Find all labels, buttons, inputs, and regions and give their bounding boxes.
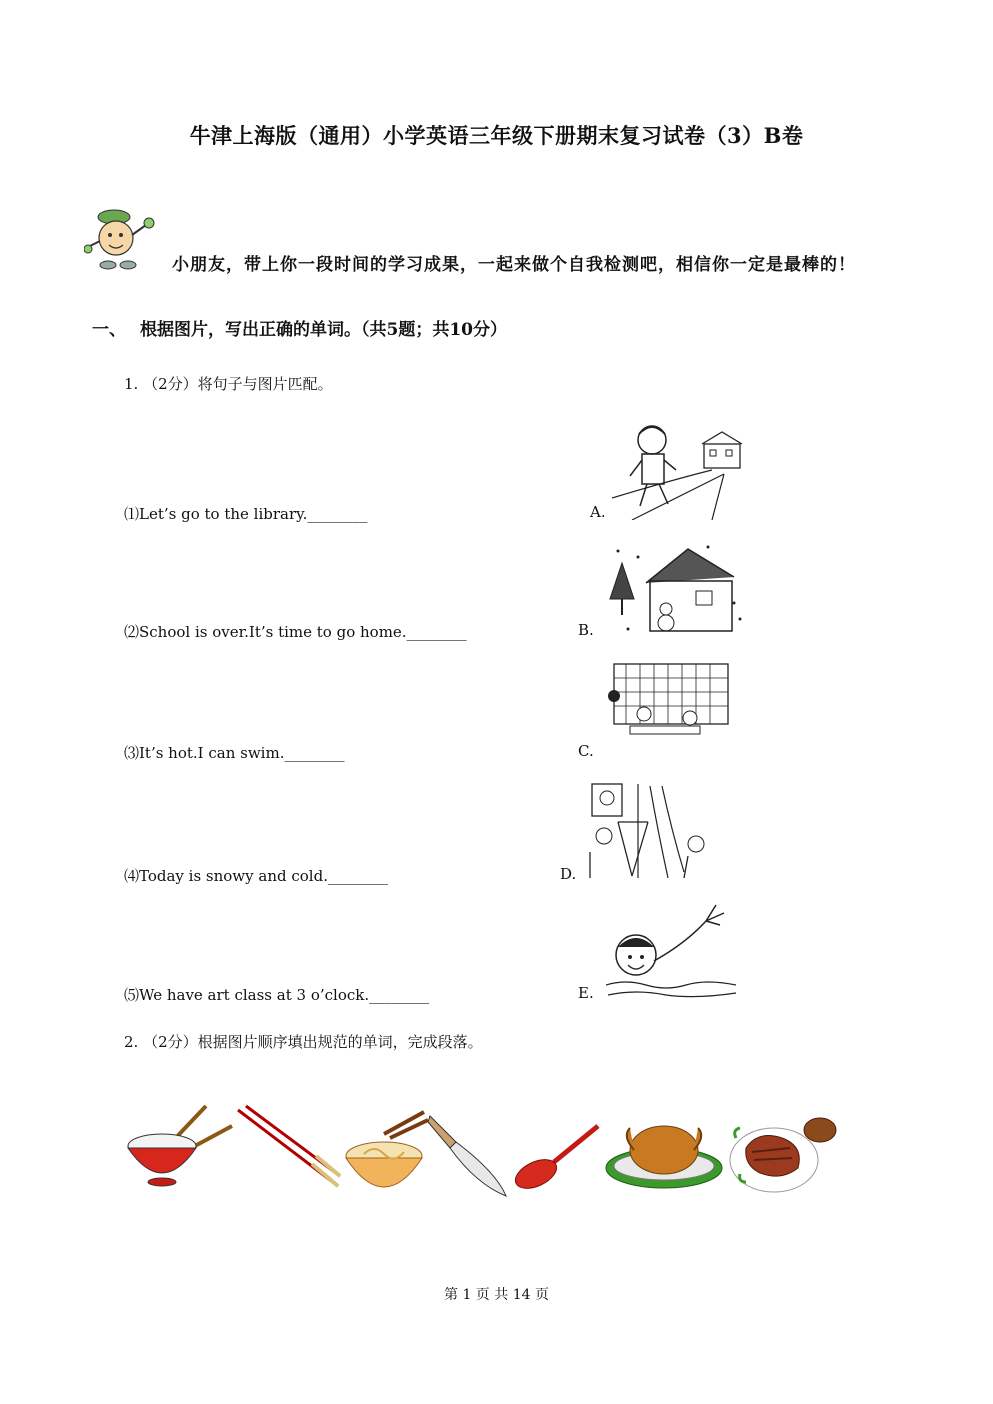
picture-chopsticks [234, 1102, 342, 1194]
mascot-illustration [84, 205, 164, 275]
picture-spoon [514, 1122, 600, 1194]
option-letter-e: E. [578, 984, 594, 1002]
section-title: 根据图片，写出正确的单词。（共5题；共10分） [140, 320, 507, 340]
option-letter-b: B. [578, 621, 594, 639]
match-item-1: ⑴Let’s go to the library.________ [124, 505, 368, 523]
option-letter-c: C. [578, 742, 594, 760]
picture-noodles [344, 1104, 430, 1198]
page-footer: 第 1 页 共 14 页 [444, 1287, 549, 1303]
match-item-2: ⑵School is over.It’s time to go home.________ [124, 623, 467, 641]
page-title: 牛津上海版（通用）小学英语三年级下册期末复习试卷（3）B卷 [189, 123, 804, 148]
picture-knife [426, 1112, 510, 1198]
question-2-label: 2. （2分）根据图片顺序填出规范的单词，完成段落。 [124, 1033, 483, 1051]
picture-boy-swimming [606, 903, 738, 999]
picture-boy-walking-to-school [612, 420, 754, 520]
picture-steak [728, 1108, 840, 1196]
picture-rice-bowl [124, 1100, 234, 1196]
picture-snowy-house [608, 543, 744, 637]
match-item-4: ⑷Today is snowy and cold.________ [124, 867, 388, 885]
intro-text: 小朋友，带上你一段时间的学习成果，一起来做个自我检测吧，相信你一定是最棒的！ [172, 255, 856, 275]
picture-library-reading [606, 662, 730, 746]
match-item-5: ⑸We have art class at 3 o’clock.________ [124, 986, 430, 1004]
question-1-label: 1. （2分）将句子与图片匹配。 [124, 375, 333, 393]
picture-art-class-painting [588, 782, 714, 880]
section-number: 一、 [92, 320, 126, 340]
option-letter-a: A. [590, 503, 606, 521]
section-heading [92, 315, 507, 340]
picture-roast-chicken [604, 1110, 724, 1196]
option-letter-d: D. [560, 865, 577, 883]
match-item-3: ⑶It’s hot.I can swim.________ [124, 744, 345, 762]
